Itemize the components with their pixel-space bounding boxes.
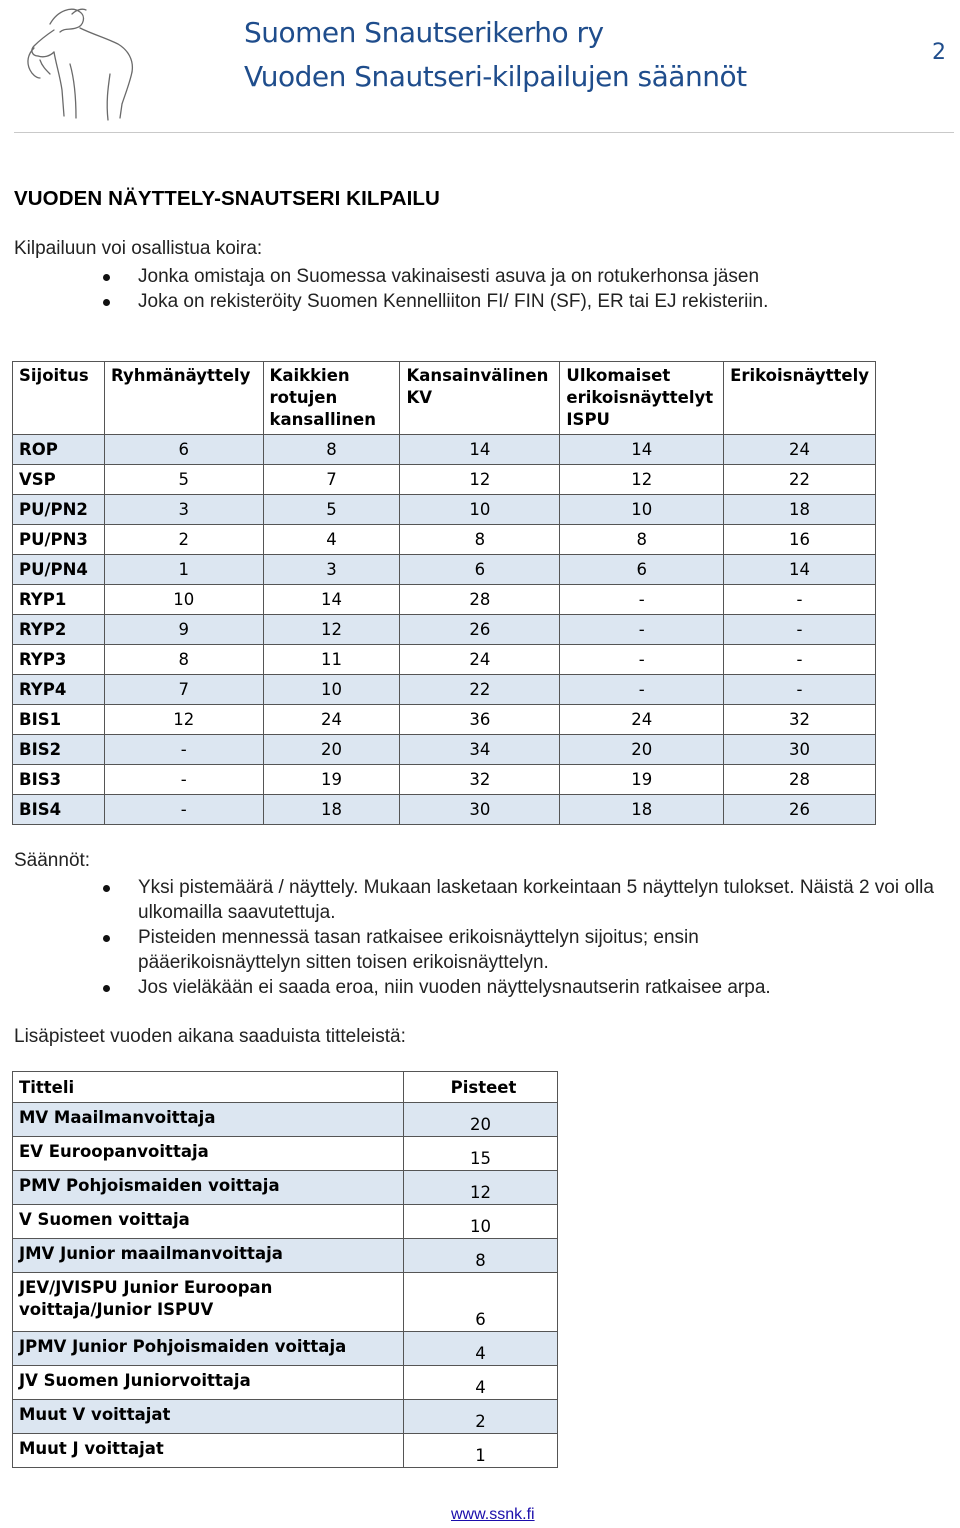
table-cell: 18 bbox=[724, 495, 876, 525]
title-points-cell: 15 bbox=[404, 1137, 558, 1171]
table-row bbox=[13, 1273, 558, 1332]
title-name-cell: V Suomen voittaja bbox=[13, 1205, 404, 1239]
table-row bbox=[13, 465, 876, 495]
rules-list bbox=[0, 875, 948, 1000]
title-name-cell: EV Euroopanvoittaja bbox=[13, 1137, 404, 1171]
row-header-cell: PU/PN4 bbox=[13, 555, 105, 585]
table-cell: 2 bbox=[105, 525, 263, 555]
title-name-cell: JEV/JVISPU Junior Euroopan voittaja/Junior ISPUV bbox=[13, 1273, 404, 1332]
table-row bbox=[13, 615, 876, 645]
table-cell: 8 bbox=[400, 525, 560, 555]
table-cell: 24 bbox=[400, 645, 560, 675]
table-cell: 6 bbox=[400, 555, 560, 585]
table-row bbox=[13, 1366, 558, 1400]
table-cell: - bbox=[560, 645, 724, 675]
titles-table bbox=[12, 1071, 558, 1468]
row-header-cell: BIS1 bbox=[13, 705, 105, 735]
table-header-row bbox=[13, 362, 876, 435]
table-cell: 14 bbox=[724, 555, 876, 585]
table-cell: - bbox=[724, 645, 876, 675]
row-header-cell: RYP3 bbox=[13, 645, 105, 675]
row-header-cell: RYP1 bbox=[13, 585, 105, 615]
table-cell: 6 bbox=[560, 555, 724, 585]
column-header: Kansainvälinen KV bbox=[400, 362, 560, 435]
row-header-cell: VSP bbox=[13, 465, 105, 495]
table-cell: 14 bbox=[560, 435, 724, 465]
column-header: Titteli bbox=[13, 1072, 404, 1103]
table-cell: 22 bbox=[400, 675, 560, 705]
table-cell: 18 bbox=[263, 795, 400, 825]
list-item: Jonka omistaja on Suomessa vakinaisesti asuva ja on rotukerhonsa jäsen bbox=[0, 264, 768, 289]
table-cell: 5 bbox=[263, 495, 400, 525]
list-item: Pisteiden mennessä tasan ratkaisee erikoisnäyttelyn sijoitus; ensin pääerikoisnäyttelyn sitten toisen erikoisnäyttelyn. bbox=[0, 925, 838, 975]
table-cell: 3 bbox=[105, 495, 263, 525]
column-header: Ulkomaiset erikoisnäyttelyt ISPU bbox=[560, 362, 724, 435]
table-cell: - bbox=[105, 795, 263, 825]
table-cell: - bbox=[560, 615, 724, 645]
table-cell: 10 bbox=[105, 585, 263, 615]
titles-table-body bbox=[13, 1103, 558, 1468]
row-header-cell: BIS3 bbox=[13, 765, 105, 795]
table-cell: - bbox=[105, 765, 263, 795]
table-cell: 28 bbox=[724, 765, 876, 795]
table-row bbox=[13, 1400, 558, 1434]
table-row bbox=[13, 1239, 558, 1273]
title-name-cell: Muut V voittajat bbox=[13, 1400, 404, 1434]
table-cell: 6 bbox=[105, 435, 263, 465]
table-cell: 26 bbox=[400, 615, 560, 645]
page-number: 2 bbox=[932, 40, 946, 65]
table-header-row bbox=[13, 1072, 558, 1103]
table-cell: - bbox=[724, 615, 876, 645]
document-title: Vuoden Snautseri-kilpailujen säännöt bbox=[244, 60, 747, 93]
table-cell: - bbox=[560, 675, 724, 705]
row-header-cell: BIS2 bbox=[13, 735, 105, 765]
table-cell: 12 bbox=[263, 615, 400, 645]
title-points-cell: 4 bbox=[404, 1366, 558, 1400]
schnauzer-logo-icon bbox=[10, 4, 145, 122]
table-cell: 24 bbox=[560, 705, 724, 735]
table-cell: 22 bbox=[724, 465, 876, 495]
row-header-cell: RYP4 bbox=[13, 675, 105, 705]
title-points-cell: 8 bbox=[404, 1239, 558, 1273]
table-cell: 28 bbox=[400, 585, 560, 615]
column-header: Kaikkien rotujen kansallinen bbox=[263, 362, 400, 435]
table-cell: 10 bbox=[560, 495, 724, 525]
table-row bbox=[13, 1434, 558, 1468]
table-cell: 19 bbox=[263, 765, 400, 795]
title-name-cell: JMV Junior maailmanvoittaja bbox=[13, 1239, 404, 1273]
table-cell: 10 bbox=[400, 495, 560, 525]
table-row bbox=[13, 435, 876, 465]
table-cell: 3 bbox=[263, 555, 400, 585]
column-header: Pisteet bbox=[404, 1072, 558, 1103]
title-points-cell: 10 bbox=[404, 1205, 558, 1239]
table-row bbox=[13, 1103, 558, 1137]
rules-label: Säännöt: bbox=[14, 850, 91, 871]
title-points-cell: 2 bbox=[404, 1400, 558, 1434]
table-cell: 34 bbox=[400, 735, 560, 765]
row-header-cell: PU/PN2 bbox=[13, 495, 105, 525]
table-cell: 19 bbox=[560, 765, 724, 795]
table-cell: - bbox=[724, 585, 876, 615]
list-item: Joka on rekisteröity Suomen Kennelliiton FI/ FIN (SF), ER tai EJ rekisteriin. bbox=[0, 289, 768, 314]
table-row bbox=[13, 555, 876, 585]
table-row bbox=[13, 765, 876, 795]
title-name-cell: JV Suomen Juniorvoittaja bbox=[13, 1366, 404, 1400]
header-divider bbox=[14, 132, 954, 133]
table-cell: 12 bbox=[560, 465, 724, 495]
table-row bbox=[13, 675, 876, 705]
table-cell: 1 bbox=[105, 555, 263, 585]
title-name-cell: PMV Pohjoismaiden voittaja bbox=[13, 1171, 404, 1205]
points-table-body bbox=[13, 435, 876, 825]
table-cell: 14 bbox=[263, 585, 400, 615]
table-cell: 8 bbox=[105, 645, 263, 675]
table-row bbox=[13, 645, 876, 675]
table-cell: 11 bbox=[263, 645, 400, 675]
section-title: VUODEN NÄYTTELY-SNAUTSERI KILPAILU bbox=[14, 187, 440, 210]
row-header-cell: RYP2 bbox=[13, 615, 105, 645]
title-points-cell: 4 bbox=[404, 1332, 558, 1366]
table-cell: 32 bbox=[400, 765, 560, 795]
column-header: Sijoitus bbox=[13, 362, 105, 435]
table-cell: 4 bbox=[263, 525, 400, 555]
title-name-cell: Muut J voittajat bbox=[13, 1434, 404, 1468]
title-name-cell: MV Maailmanvoittaja bbox=[13, 1103, 404, 1137]
table-row bbox=[13, 495, 876, 525]
table-cell: 12 bbox=[105, 705, 263, 735]
table-cell: 20 bbox=[560, 735, 724, 765]
table-cell: 24 bbox=[724, 435, 876, 465]
table-row bbox=[13, 1205, 558, 1239]
table-row bbox=[13, 705, 876, 735]
table-cell: - bbox=[105, 735, 263, 765]
eligibility-list bbox=[0, 264, 768, 314]
column-header: Ryhmänäyttely bbox=[105, 362, 263, 435]
table-row bbox=[13, 735, 876, 765]
table-cell: 10 bbox=[263, 675, 400, 705]
table-row bbox=[13, 1137, 558, 1171]
table-row bbox=[13, 585, 876, 615]
bonus-intro: Lisäpisteet vuoden aikana saaduista titteleistä: bbox=[14, 1026, 406, 1047]
column-header: Erikoisnäyttely bbox=[724, 362, 876, 435]
table-cell: 20 bbox=[263, 735, 400, 765]
table-cell: 7 bbox=[105, 675, 263, 705]
org-name: Suomen Snautserikerho ry bbox=[244, 16, 604, 49]
website-link[interactable]: www.ssnk.fi bbox=[451, 1506, 535, 1523]
table-cell: 14 bbox=[400, 435, 560, 465]
table-cell: - bbox=[560, 585, 724, 615]
title-name-cell: JPMV Junior Pohjoismaiden voittaja bbox=[13, 1332, 404, 1366]
row-header-cell: BIS4 bbox=[13, 795, 105, 825]
table-row bbox=[13, 1332, 558, 1366]
table-cell: 5 bbox=[105, 465, 263, 495]
table-cell: - bbox=[724, 675, 876, 705]
title-points-cell: 1 bbox=[404, 1434, 558, 1468]
eligibility-intro: Kilpailuun voi osallistua koira: bbox=[14, 238, 263, 259]
title-points-cell: 20 bbox=[404, 1103, 558, 1137]
table-cell: 8 bbox=[560, 525, 724, 555]
title-points-cell: 12 bbox=[404, 1171, 558, 1205]
table-cell: 9 bbox=[105, 615, 263, 645]
table-row bbox=[13, 1171, 558, 1205]
table-cell: 32 bbox=[724, 705, 876, 735]
table-row bbox=[13, 525, 876, 555]
table-cell: 7 bbox=[263, 465, 400, 495]
row-header-cell: PU/PN3 bbox=[13, 525, 105, 555]
page-header bbox=[0, 0, 960, 135]
list-item: Jos vieläkään ei saada eroa, niin vuoden näyttelysnautserin ratkaisee arpa. bbox=[0, 975, 948, 1000]
table-row bbox=[13, 795, 876, 825]
table-cell: 16 bbox=[724, 525, 876, 555]
table-cell: 30 bbox=[724, 735, 876, 765]
table-cell: 36 bbox=[400, 705, 560, 735]
points-table bbox=[12, 361, 876, 825]
list-item: Yksi pistemäärä / näyttely. Mukaan lasketaan korkeintaan 5 näyttelyn tulokset. Näistä 2 voi olla ulkomailla saavutettuja. bbox=[0, 875, 948, 925]
table-cell: 12 bbox=[400, 465, 560, 495]
table-cell: 8 bbox=[263, 435, 400, 465]
table-cell: 30 bbox=[400, 795, 560, 825]
title-points-cell: 6 bbox=[404, 1273, 558, 1332]
row-header-cell: ROP bbox=[13, 435, 105, 465]
table-cell: 26 bbox=[724, 795, 876, 825]
table-cell: 24 bbox=[263, 705, 400, 735]
table-cell: 18 bbox=[560, 795, 724, 825]
